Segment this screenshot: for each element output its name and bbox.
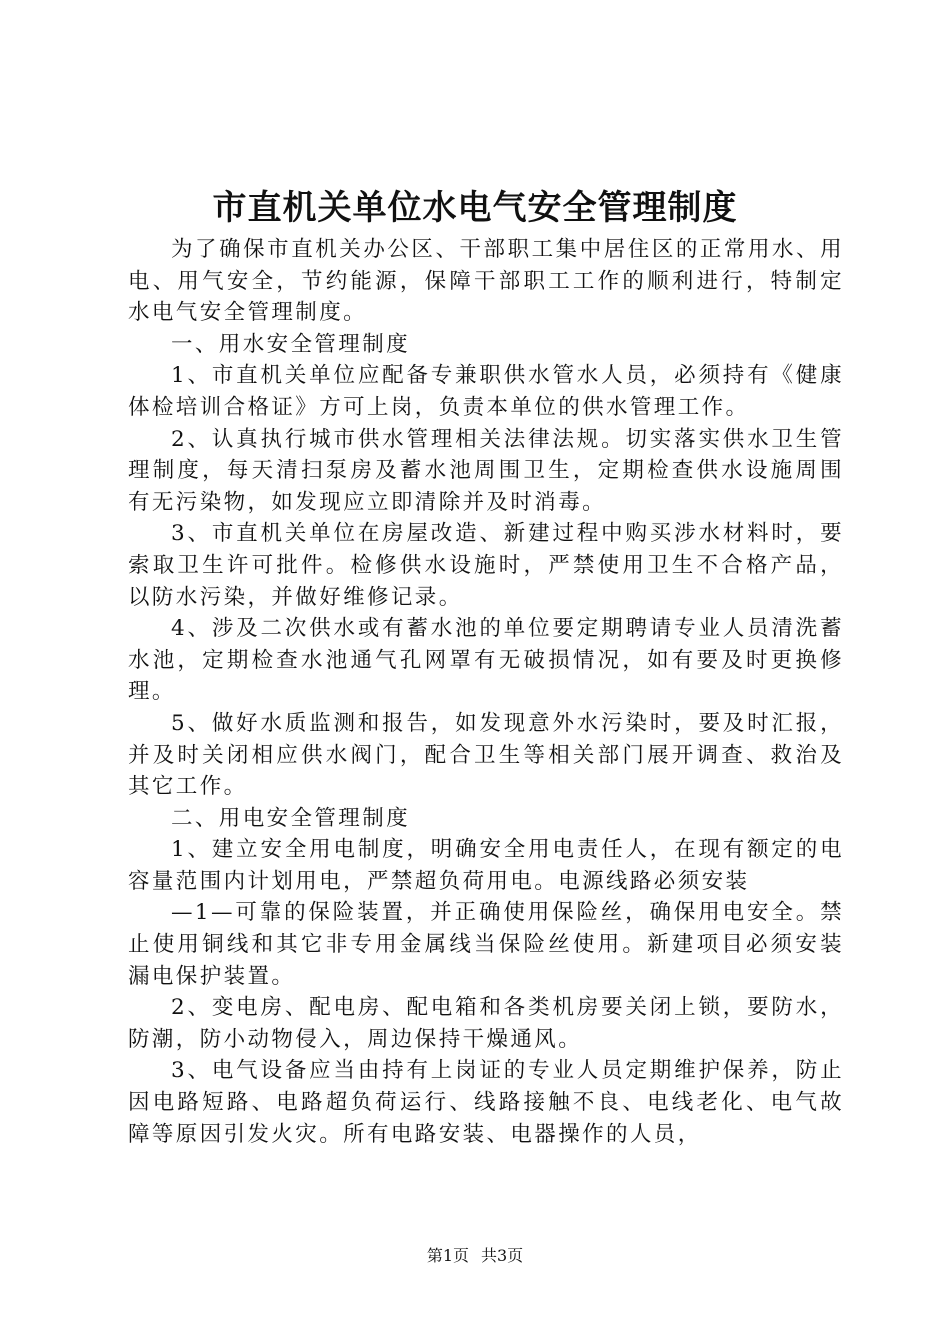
page-footer bbox=[0, 1245, 950, 1267]
electricity-rule-3: 3、电气设备应当由持有上岗证的专业人员定期维护保养，防止因电路短路、电路超负荷运行、线路接触不良、电线老化、电气故障等原因引发火灾。所有电路安装、电器操作的人员， bbox=[128, 1058, 844, 1147]
water-rule-4: 4、涉及二次供水或有蓄水池的单位要定期聘请专业人员清洗蓄水池，定期检查水池通气孔网罩有无破损情况，如有要及时更换修理。 bbox=[128, 616, 844, 705]
page-total: 共3页 bbox=[481, 1246, 524, 1265]
page-number: 第1页 bbox=[426, 1246, 469, 1265]
electricity-rule-1: 1、建立安全用电制度，明确安全用电责任人，在现有额定的电容量范围内计划用电，严禁超负荷用电。电源线路必须安装 bbox=[128, 837, 844, 894]
water-rule-5: 5、做好水质监测和报告，如发现意外水污染时，要及时汇报，并及时关闭相应供水阀门，配合卫生等相关部门展开调查、救治及其它工作。 bbox=[128, 710, 844, 800]
intro-paragraph: 为了确保市直机关办公区、干部职工集中居住区的正常用水、用电、用气安全，节约能源，保障干部职工工作的顺利进行，特制定水电气安全管理制度。 bbox=[128, 237, 844, 326]
section-heading-electricity: 二、用电安全管理制度 bbox=[171, 805, 411, 831]
water-rule-3: 3、市直机关单位在房屋改造、新建过程中购买涉水材料时，要索取卫生许可批件。检修供水设施时，严禁使用卫生不合格产品，以防水污染，并做好维修记录。 bbox=[128, 521, 844, 610]
electricity-rule-1-continued: —1—可靠的保险装置，并正确使用保险丝，确保用电安全。禁止使用铜线和其它非专用金属线当保险丝使用。新建项目必须安装漏电保护装置。 bbox=[128, 900, 844, 989]
electricity-rule-2: 2、变电房、配电房、配电箱和各类机房要关闭上锁，要防水，防潮，防小动物侵入，周边保持干燥通风。 bbox=[128, 995, 844, 1052]
water-rule-2: 2、认真执行城市供水管理相关法律法规。切实落实供水卫生管理制度，每天清扫泵房及蓄水池周围卫生，定期检查供水设施周围有无污染物，如发现应立即清除并及时消毒。 bbox=[128, 426, 844, 515]
document-title: 市直机关单位水电气安全管理制度 bbox=[212, 188, 738, 228]
section-heading-water: 一、用水安全管理制度 bbox=[171, 331, 411, 357]
water-rule-1: 1、市直机关单位应配备专兼职供水管水人员，必须持有《健康体检培训合格证》方可上岗，负责本单位的供水管理工作。 bbox=[128, 363, 844, 420]
document-body bbox=[128, 234, 844, 1150]
